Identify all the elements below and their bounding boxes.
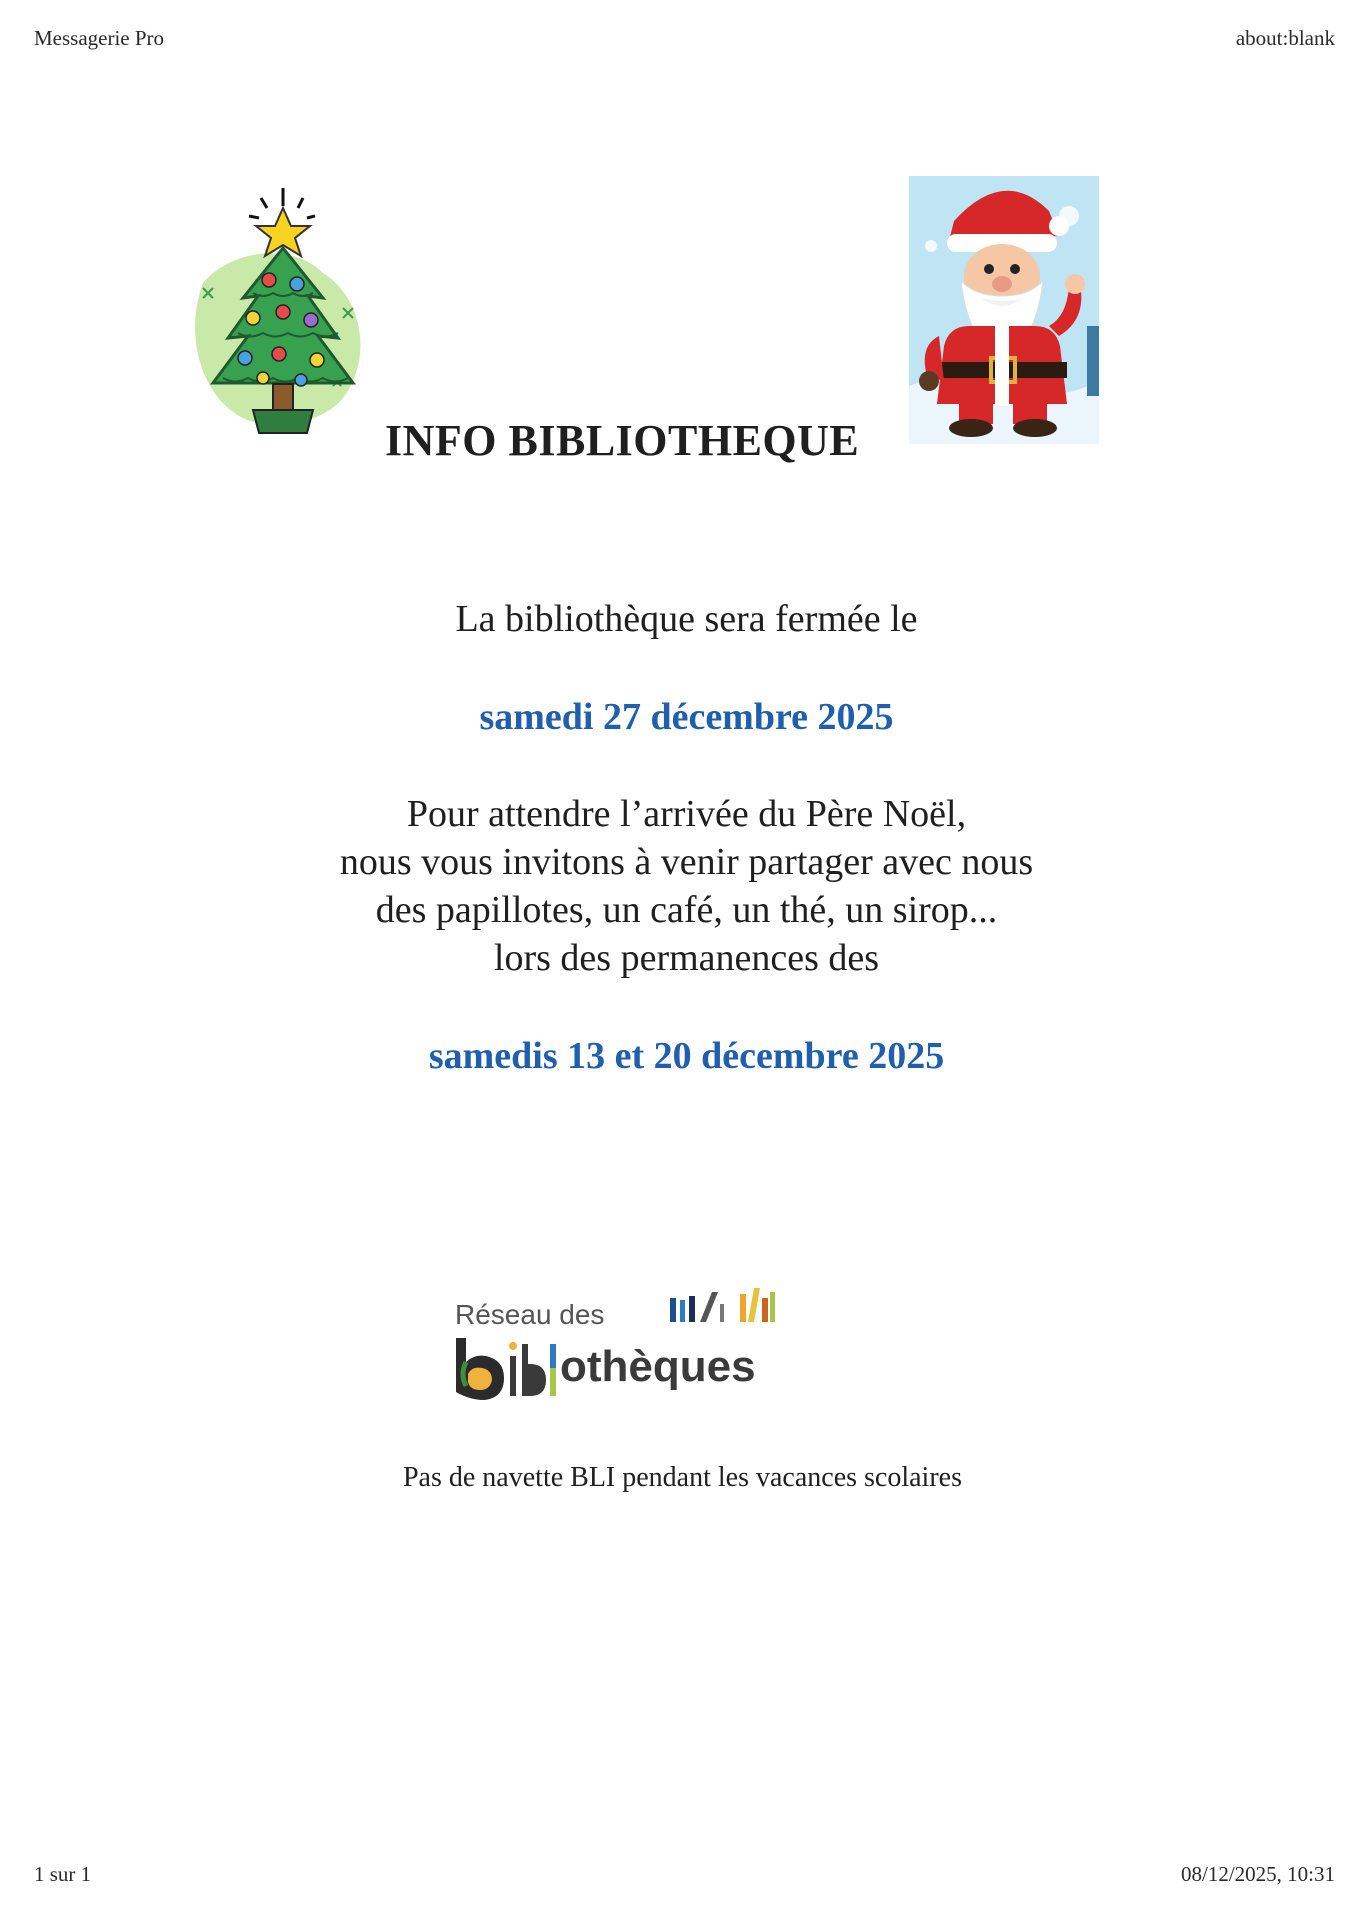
- christmas-tree-icon: [183, 188, 373, 458]
- print-header: [0, 26, 1357, 66]
- logo-main-wordmark: [450, 1334, 810, 1404]
- invitation-text: [8, 790, 1357, 982]
- invitation-line: lors des permanences des: [493, 937, 880, 979]
- invitation-line: des papillotes, un café, un thé, un sirop...: [375, 889, 998, 931]
- books-icon: [660, 1284, 800, 1324]
- santa-claus-icon: [909, 176, 1099, 444]
- closure-intro: La bibliothèque sera fermée le: [455, 598, 918, 640]
- page-count: 1 sur 1: [34, 1862, 92, 1886]
- invitation-line: nous vous invitons à venir partager avec nous: [339, 841, 1034, 883]
- print-footer: [0, 1862, 1357, 1902]
- closing-date: samedi 27 décembre 2025: [479, 696, 894, 738]
- logo-top-text: Réseau des: [455, 1299, 605, 1330]
- page-title: INFO BIBLIOTHEQUE: [385, 416, 860, 465]
- print-datetime: 08/12/2025, 10:31: [1180, 1862, 1335, 1886]
- logo-word-suffix: othèques: [560, 1342, 756, 1391]
- print-header-url: about:blank: [1235, 26, 1335, 50]
- print-header-app-name: Messagerie Pro: [34, 26, 165, 50]
- sessions-date: samedis 13 et 20 décembre 2025: [428, 1035, 945, 1077]
- logo-b-glyph: [450, 1334, 560, 1404]
- footer-note: Pas de navette BLI pendant les vacances scolaires: [402, 1462, 962, 1493]
- invitation-line: Pour attendre l’arrivée du Père Noël,: [406, 793, 967, 835]
- library-network-logo: [450, 1284, 810, 1404]
